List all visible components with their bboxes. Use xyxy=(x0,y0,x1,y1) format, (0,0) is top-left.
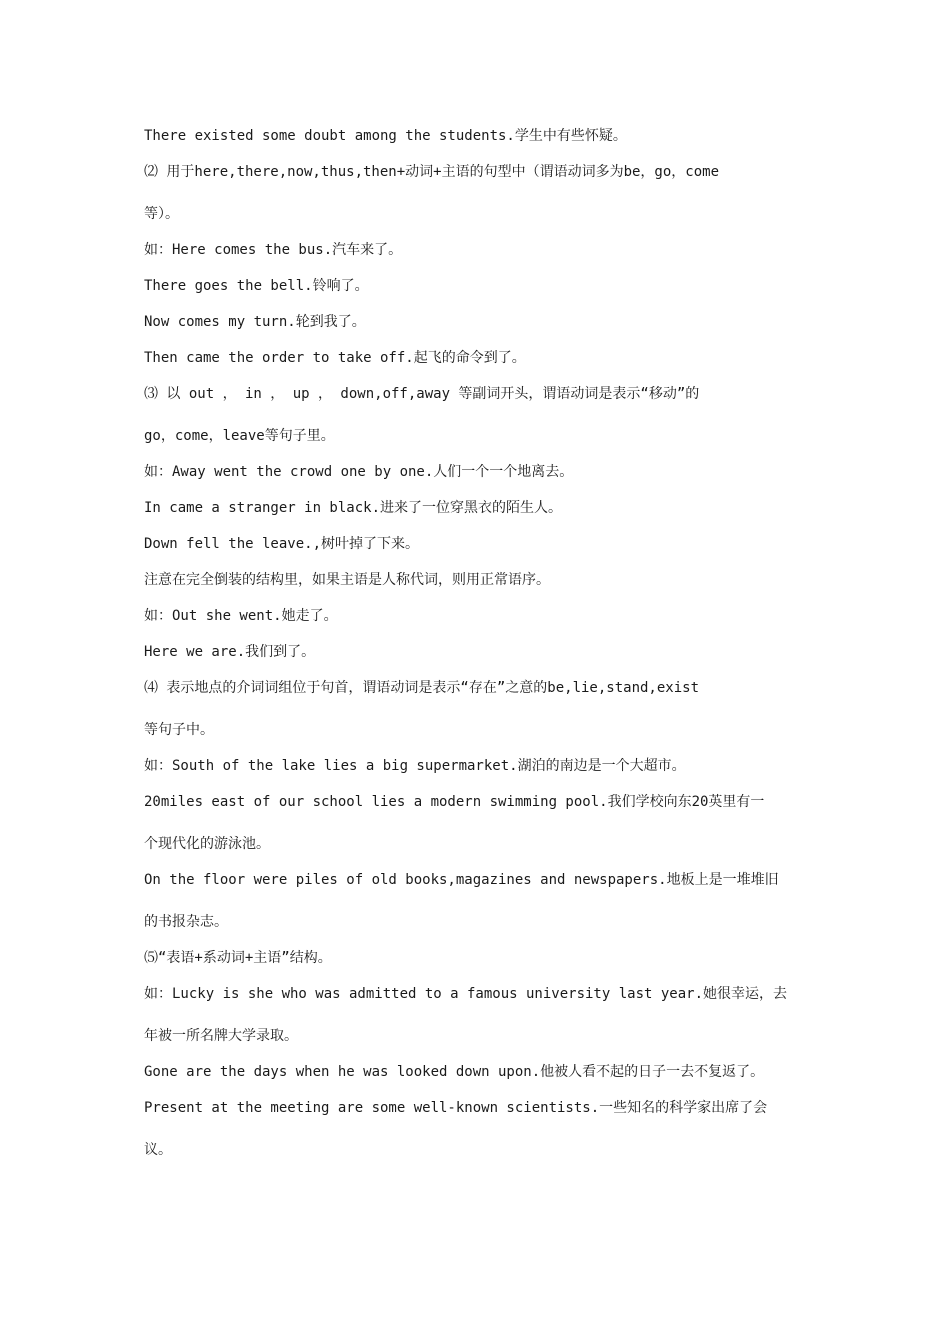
text-line: 如：Out she went.她走了。 xyxy=(144,608,338,624)
text-line: Here we are.我们到了。 xyxy=(144,644,316,660)
text-line: go，come，leave等句子里。 xyxy=(144,428,335,444)
text-line: Gone are the days when he was looked down upon.他被人看不起的日子一去不复返了。 xyxy=(144,1064,765,1080)
text-line: 议。 xyxy=(144,1142,172,1158)
text-line: ⑵ 用于here,there,now,thus,then+动词+主语的句型中（谓语动词多为be，go，come xyxy=(144,164,720,180)
text-line: ⑶ 以 out ， in ， up ， down,off,away 等副词开头，谓语动词是表示“移动”的 xyxy=(144,386,700,402)
text-line: ⑸“表语+系动词+主语”结构。 xyxy=(144,950,332,966)
text-line: On the floor were piles of old books,magazines and newspapers.地板上是一堆堆旧 xyxy=(144,872,779,888)
text-line: In came a stranger in black.进来了一位穿黑衣的陌生人。 xyxy=(144,500,563,516)
text-line: 20miles east of our school lies a modern swimming pool.我们学校向东20英里有一 xyxy=(144,794,765,810)
text-line: 如：Lucky is she who was admitted to a famous university last year.她很幸运，去 xyxy=(144,986,788,1002)
text-line: 如：Away went the crowd one by one.人们一个一个地离去。 xyxy=(144,464,574,480)
document-page xyxy=(144,122,808,1172)
text-line: 等）。 xyxy=(144,206,179,222)
text-line: 如：South of the lake lies a big supermarket.湖泊的南边是一个大超市。 xyxy=(144,758,686,774)
text-line: 年被一所名牌大学录取。 xyxy=(144,1028,298,1044)
text-line: Now comes my turn.轮到我了。 xyxy=(144,314,366,330)
text-line: 的书报杂志。 xyxy=(144,914,228,930)
text-line: Present at the meeting are some well-known scientists.一些知名的科学家出席了会 xyxy=(144,1100,768,1116)
text-line: 注意在完全倒装的结构里，如果主语是人称代词，则用正常语序。 xyxy=(144,572,550,588)
text-line: There existed some doubt among the students.学生中有些怀疑。 xyxy=(144,128,627,144)
text-line: 等句子中。 xyxy=(144,722,214,738)
text-line: Down fell the leave.,树叶掉了下来。 xyxy=(144,536,420,552)
text-line: Then came the order to take off.起飞的命令到了。 xyxy=(144,350,526,366)
text-line: 个现代化的游泳池。 xyxy=(144,836,270,852)
text-line: There goes the bell.铃响了。 xyxy=(144,278,369,294)
text-line: ⑷ 表示地点的介词词组位于句首，谓语动词是表示“存在”之意的be,lie,stand,exist xyxy=(144,680,700,696)
text-line: 如：Here comes the bus.汽车来了。 xyxy=(144,242,403,258)
